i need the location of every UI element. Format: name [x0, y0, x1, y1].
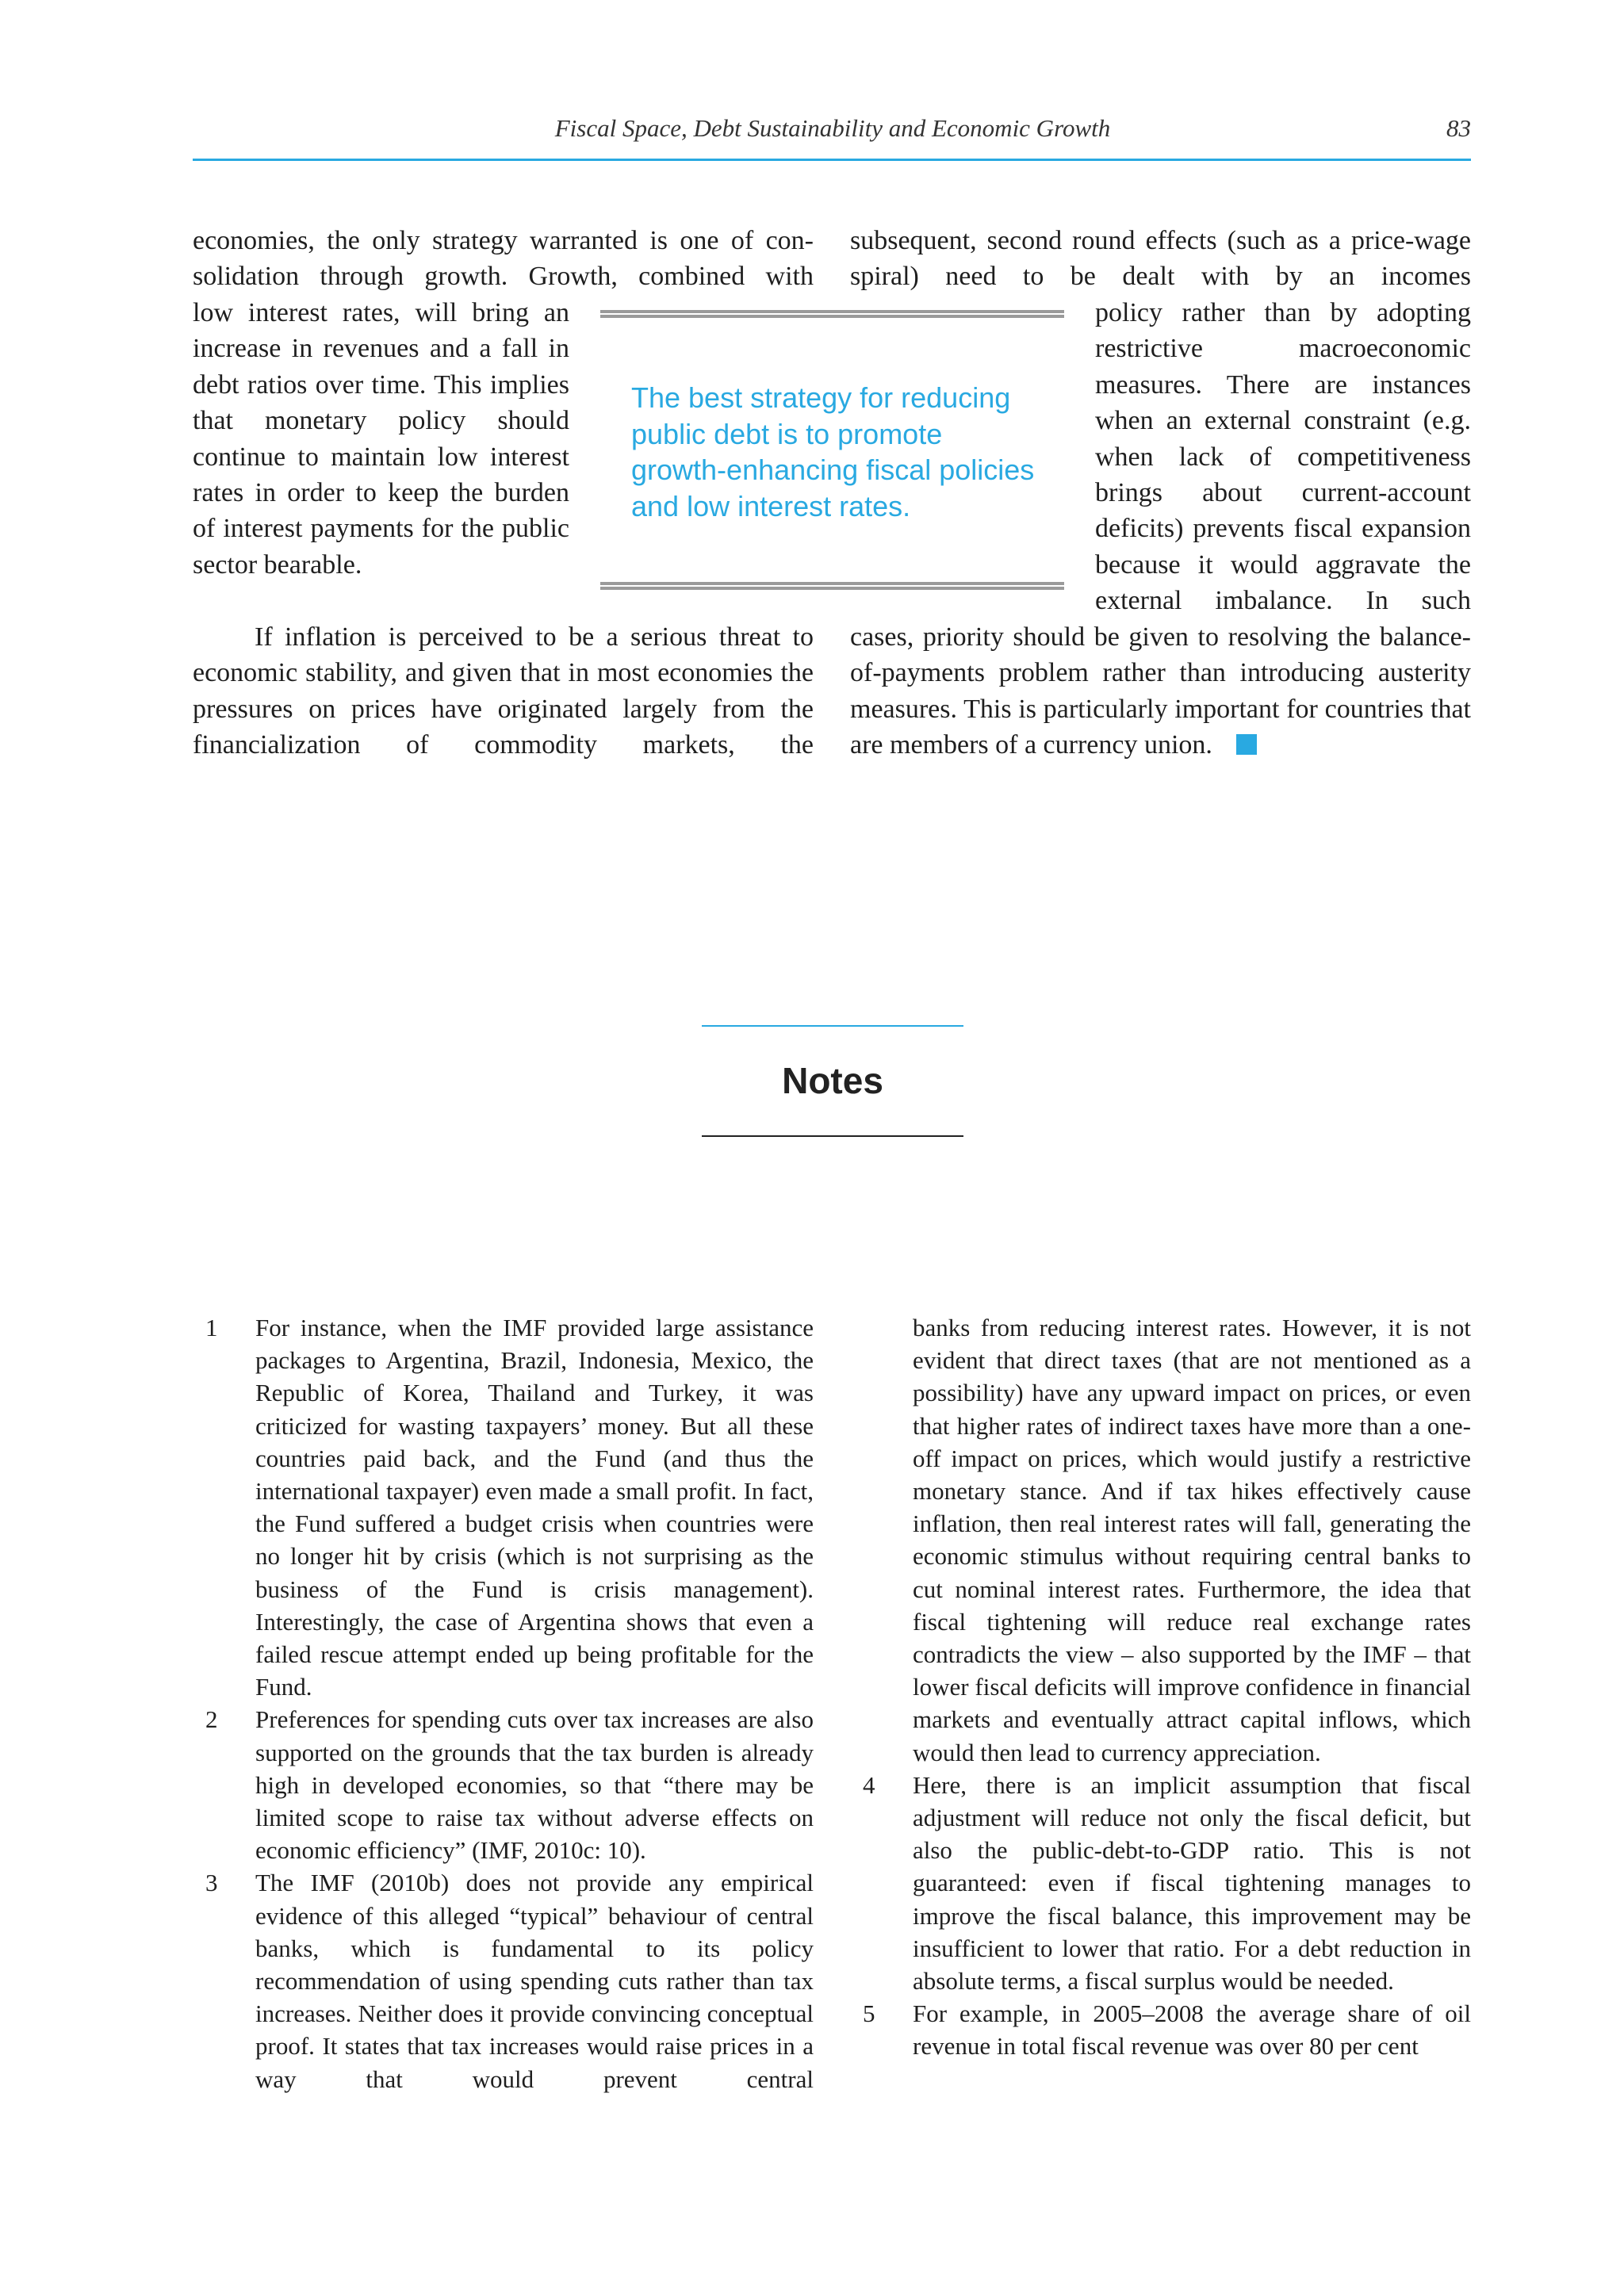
header-rule [193, 159, 1471, 161]
footnote-number: 5 [863, 1999, 875, 2028]
body-right-wrapped-paragraph: policy rather than by adopting restrictive macroeconomic measures. There are instances when an external constraint (e.g. when lack of competitiveness brings about current-account deficits) prevents fiscal expansion because it would aggravate the external imbalance. In such [1095, 298, 1471, 616]
footnote-2 [193, 1703, 814, 1866]
footnote-text: For example, in 2005–2008 the average share of oil revenue in total fiscal revenue was over 80 per cent [913, 1999, 1471, 2061]
footnote-text: banks from reducing interest rates. However, it is not evident that direct taxes (that are not mentioned as a possibility) have any upward impact on prices, or even that higher rates of indirect taxes have more than a one-off impact on prices, which would justify a restrictive monetary stance. And if tax hikes effectively cause inflation, then real interest rates will fall, generating the economic stimulus without requiring central banks to cut nominal interest rates. Furthermore, the idea that fiscal tightening will reduce real exchange rates contradicts the view – also supported by the IMF – that lower fiscal deficits will improve confidence in financial markets and eventually attract capital inflows, which would then lead to currency appreciation. [913, 1314, 1471, 1766]
page-number: 83 [1446, 114, 1471, 142]
notes-left-column [193, 1311, 814, 2095]
footnote-number: 1 [205, 1314, 218, 1341]
footnote-text: Here, there is an implicit assumption that fiscal adjustment will reduce not only the fiscal deficit, but also the public-debt-to-GDP ratio. This is not guaranteed: even if fiscal tightening manages to improve the fiscal balance, this improvement may be insufficient to lower that ratio. For a debt reduction in absolute terms, a fiscal surplus would be needed. [913, 1770, 1471, 1996]
notes-heading-top-rule [702, 1025, 963, 1027]
body-right-bottom-paragraph [850, 619, 1471, 763]
footnote-number: 3 [205, 1869, 218, 1897]
body-right-bottom-text: cases, priority should be given to resolving the balance-of-payments problem rather than introducing austerity measures. This is particularly important for countries that are members of a currency union. [850, 622, 1471, 760]
footnote-4 [850, 1769, 1471, 1997]
body-left-wrapped-paragraph: low interest rates, will bring an increase in revenues and a fall in debt ratios over time. This implies that monetary policy should continue to maintain low interest rates in order to keep the burden of interest payments for the public sector bearable. [193, 298, 569, 580]
notes-right-column [850, 1311, 1471, 2063]
pullquote: The best strategy for reducing public debt is to promote growth-enhancing fiscal policies and low interest rates. [631, 381, 1035, 522]
body-left-bottom-paragraph: If inflation is perceived to be a serious threat to economic stability, and given that in most economies the pressures on prices have originated largely from the financialization of commodity markets, the [193, 622, 814, 760]
body-left-top-paragraph: economies, the only strategy warranted is one of consolidation through growth. Growth, combined with [193, 226, 814, 292]
notes-heading-bottom-rule [702, 1135, 963, 1137]
body-right-top-paragraph: subsequent, second round effects (such as a price-wage spiral) need to be dealt with by an incomes [850, 226, 1471, 292]
footnote-number: 2 [205, 1705, 218, 1734]
pullquote-bottom-rule [600, 582, 1064, 590]
footnote-number: 4 [863, 1770, 875, 1799]
pullquote-top-rule [600, 310, 1064, 318]
footnote-5 [850, 1997, 1471, 2062]
footnote-text: Preferences for spending cuts over tax increases are also supported on the grounds that the tax burden is already high in developed economies, so that “there may be limited scope to raise tax without adverse effects on economic efficiency” (IMF, 2010c: 10). [255, 1705, 814, 1865]
notes-heading: Notes [782, 1060, 883, 1101]
footnote-1 [193, 1311, 814, 1703]
footnote-3-continued [850, 1311, 1471, 1769]
footnote-text: The IMF (2010b) does not provide any empirical evidence of this alleged “typical” behaviour of central banks, which is fundamental to its policy recommendation of using spending cuts rather than tax increases. Neither does it provide convincing conceptual proof. It states that tax increases would raise prices in a way that would prevent central [255, 1869, 814, 2093]
footnote-3 [193, 1866, 814, 2095]
end-of-article-marker [1236, 734, 1257, 755]
footnote-text: For instance, when the IMF provided large assistance packages to Argentina, Brazil, Indonesia, Mexico, the Republic of Korea, Thailand and Turkey, it was criticized for wasting taxpayers’ money. But all these countries paid back, and the Fund (and thus the international taxpayer) even made a small profit. In fact, the Fund suffered a budget crisis when countries were no longer hit by crisis (which is not surprising as the business of the Fund is crisis management). Interestingly, the case of Argentina shows that even a failed rescue attempt ended up being profitable for the Fund. [255, 1314, 814, 1701]
running-header-title: Fiscal Space, Debt Sustainability and Economic Growth [554, 114, 1111, 142]
